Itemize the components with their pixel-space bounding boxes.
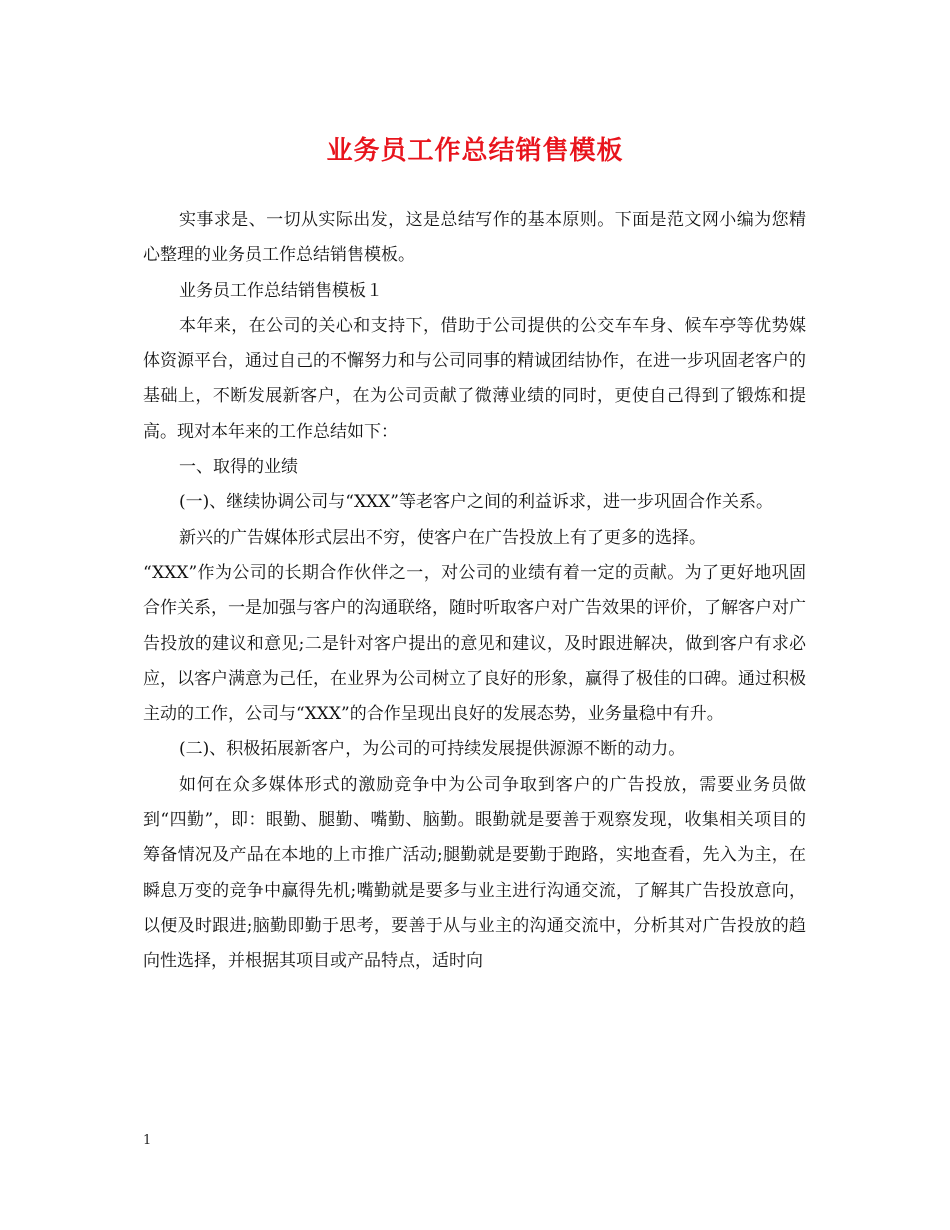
page-number: 1	[143, 1133, 152, 1148]
paragraph-xxx-partner: “XXX”作为公司的长期合作伙伴之一，对公司的业绩有着一定的贡献。为了更好地巩固合作关系，一是加强与客户的沟通联络，随时听取客户对广告效果的评价，了解客户对广告投放的建议和意见;二是针对客户提出的意见和建议，及时跟进解决，做到客户有求必应，以客户满意为己任，在业界为公司树立了良好的形象，赢得了极佳的口碑。通过积极主动的工作，公司与“XXX”的合作呈现出良好的发展态势，业务量稳中有升。	[143, 562, 806, 725]
paragraph-four-diligences: 如何在众多媒体形式的激励竞争中为公司争取到客户的广告投放，需要业务员做到“四勤”，即：眼勤、腿勤、嘴勤、脑勤。眼勤就是要善于观察发现，收集相关项目的筹备情况及产品在本地的上市推广活动;腿勤就是要勤于跑路，实地查看，先入为主，在瞬息万变的竞争中赢得先机;嘴勤就是要多与业主进行沟通交流，了解其广告投放意向，以便及时跟进;脑勤即勤于思考，要善于从与业主的沟通交流中，分析其对广告投放的趋向性选择，并根据其项目或产品特点，适时向	[143, 774, 806, 972]
paragraph-intro: 实事求是、一切从实际出发，这是总结写作的基本原则。下面是范文网小编为您精心整理的业务员工作总结销售模板。	[143, 210, 806, 266]
paragraph-subtitle: 业务员工作总结销售模板１	[179, 280, 383, 301]
paragraph-new-media: 新兴的广告媒体形式层出不穷，使客户在广告投放上有了更多的选择。	[179, 527, 706, 548]
paragraph-item-two: (二)、积极拓展新客户，为公司的可持续发展提供源源不断的动力。	[179, 739, 686, 760]
section-heading-achievements: 一、取得的业绩	[179, 457, 298, 478]
document-body	[143, 203, 806, 980]
document-title: 业务员工作总结销售模板	[326, 136, 624, 166]
paragraph-item-one: (一)、继续协调公司与“XXX”等老客户之间的利益诉求，进一步巩固合作关系。	[179, 492, 773, 513]
paragraph-overview: 本年来，在公司的关心和支持下，借助于公司提供的公交车车身、候车亭等优势媒体资源平台，通过自己的不懈努力和与公司同事的精诚团结协作，在进一步巩固老客户的基础上，不断发展新客户，在为公司贡献了微薄业绩的同时，更使自己得到了锻炼和提高。现对本年来的工作总结如下：	[143, 315, 806, 442]
